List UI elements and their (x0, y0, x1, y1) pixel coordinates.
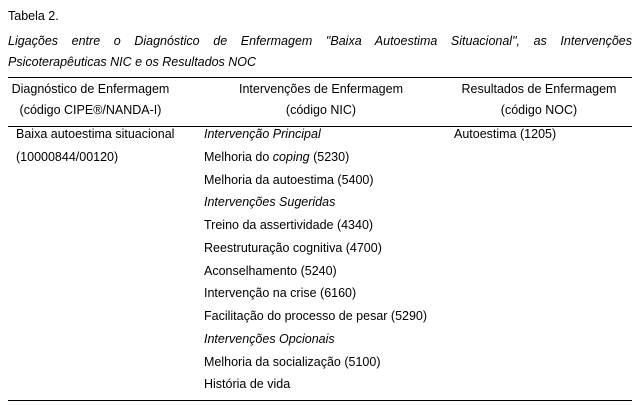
caption-line-2: Psicoterapêuticas NIC e os Resultados NOC (8, 55, 257, 69)
header-interventions-title: Intervenções de Enfermagem (239, 82, 403, 96)
diagnosis-cell (16, 123, 174, 169)
table-bottom-rule (8, 400, 632, 401)
intervention-cognitive: Reestruturação cognitiva (4700) (204, 240, 382, 255)
intervention-grief: Facilitação do processo de pesar (5290) (204, 309, 428, 323)
header-diagnosis-title: Diagnóstico de Enfermagem (11, 82, 170, 96)
interventions-cell (204, 123, 427, 396)
coping-word: coping (272, 149, 310, 164)
optional-heading: Intervenções Opcionais (204, 331, 335, 346)
coping-prefix: Melhoria do (204, 149, 273, 164)
intervention-life-history: História de vida (204, 377, 291, 392)
header-diagnosis (8, 79, 173, 121)
table-label: Tabela 2. (8, 9, 59, 23)
header-outcomes-code: (código NOC) (500, 103, 578, 117)
header-interventions (196, 79, 446, 121)
intervention-socialization: Melhoria da socialização (5100) (204, 354, 381, 369)
table-top-rule (8, 77, 632, 78)
header-interventions-code: (código NIC) (285, 103, 357, 117)
header-outcomes-title: Resultados de Enfermagem (461, 82, 617, 96)
suggested-heading: Intervenções Sugeridas (204, 195, 336, 210)
diagnosis-name: Baixa autoestima situacional (16, 127, 175, 141)
coping-code: (5230) (309, 149, 350, 164)
intervention-coping (204, 146, 427, 169)
outcome-self-esteem: Autoestima (1205) (454, 127, 557, 141)
intervention-crisis: Intervenção na crise (6160) (204, 286, 357, 301)
intervention-assertiveness: Treino da assertividade (4340) (204, 218, 374, 232)
table-caption (8, 31, 632, 73)
principal-heading: Intervenção Principal (204, 127, 321, 141)
intervention-counseling: Aconselhamento (5240) (204, 263, 337, 278)
header-outcomes (446, 79, 632, 121)
intervention-self-esteem: Melhoria da autoestima (5400) (204, 172, 374, 187)
header-diagnosis-code: (código CIPE®/NANDA-I) (19, 103, 162, 117)
caption-line-1: Ligações entre o Diagnóstico de Enfermagem "Baixa Autoestima Situacional", as Intervenções (8, 34, 632, 48)
diagnosis-code: (10000844/00120) (16, 149, 119, 164)
outcomes-cell (454, 123, 556, 146)
